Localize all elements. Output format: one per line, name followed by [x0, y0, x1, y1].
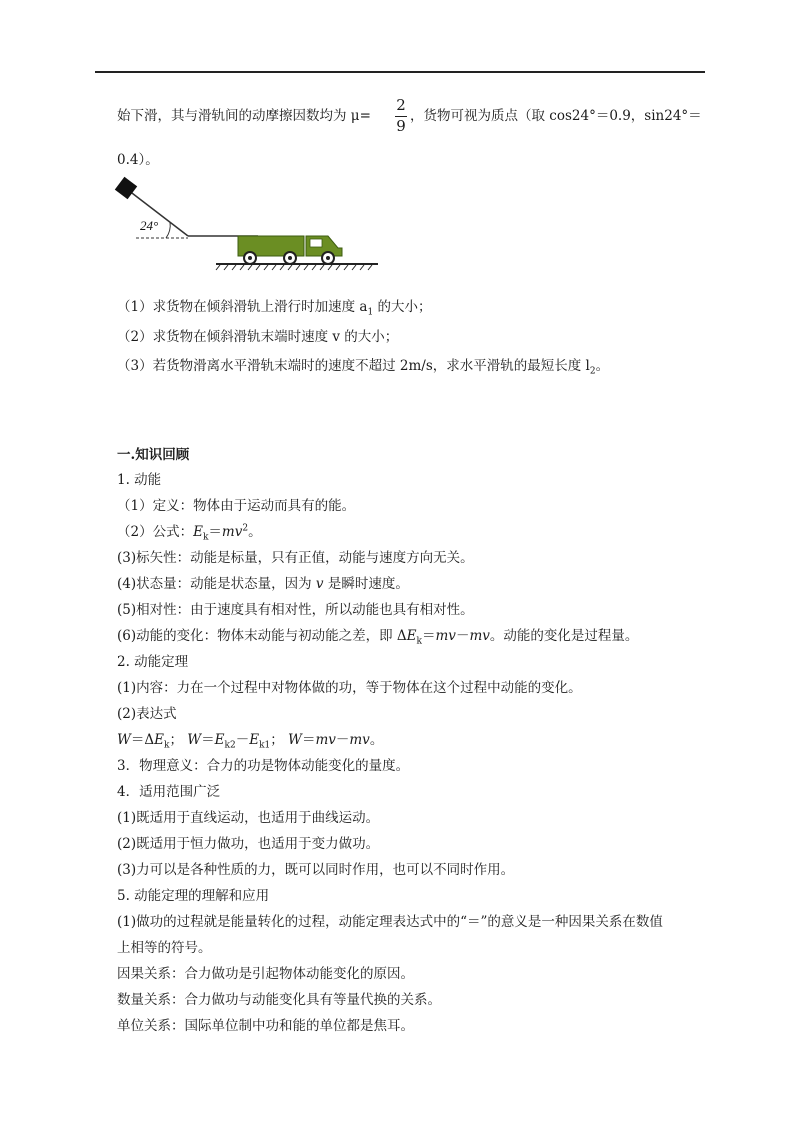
problem-line-2: 0.4）。 [117, 152, 159, 168]
understanding-1a: (1)做功的过程就是能量转化的过程，动能定理表达式中的“＝”的意义是一种因果关系在数值 [117, 914, 663, 930]
scope-3: (3)力可以是各种性质的力，既可以同时作用，也可以不同时作用。 [117, 862, 515, 878]
problem-line-1 [117, 106, 371, 126]
understanding-1b: 上相等的符号。 [117, 940, 212, 956]
theorem-content: (1)内容：力在一个过程中对物体做的功，等于物体在这个过程中动能的变化。 [117, 680, 582, 696]
truck-window [310, 239, 322, 247]
ground-hatching [216, 265, 372, 270]
unit-relation: 单位关系：国际单位制中功和能的单位都是焦耳。 [117, 1018, 414, 1034]
kinetic-energy-change: (6)动能的变化：物体末动能与初动能之差，即 $\Delta E_k=mv-mv$。动能的变化是过程量。 [117, 628, 639, 647]
cargo-box [115, 177, 137, 199]
truck-wheel-hub [326, 256, 330, 260]
header-rule [95, 71, 705, 73]
section-1-title: 1. 动能 [117, 472, 162, 488]
scope-2: (2)既适用于恒力做功，也适用于变力做功。 [117, 836, 380, 852]
state-quantity: (4)状态量：动能是状态量，因为 v 是瞬时速度。 [117, 576, 409, 592]
kinetic-energy-formula: （2）公式：$E_k=mv^2$。 [117, 523, 262, 543]
angle-label: 24° [140, 218, 159, 233]
truck-wheel-hub [248, 256, 252, 260]
section-4-title: 4．适用范围广泛 [117, 784, 221, 800]
angle-arc [166, 222, 170, 238]
section-5-title: 5. 动能定理的理解和应用 [117, 888, 270, 904]
mu-denominator: 9 [396, 117, 406, 135]
expression-title: (2)表达式 [117, 706, 177, 722]
slide-truck-figure [108, 176, 388, 274]
theorem-formulas: $W=\Delta E_k$； $W=E_{k2}-E_{k1}$； W＝mv－mv。 [117, 732, 384, 751]
relativity: (5)相对性：由于速度具有相对性，所以动能也具有相对性。 [117, 602, 474, 618]
mu-numerator: 2 [396, 96, 406, 114]
question-2: （2）求货物在倾斜滑轨末端时速度 v 的大小； [117, 329, 399, 345]
section-3-title: 3．物理意义：合力的功是物体动能变化的量度。 [117, 758, 410, 774]
question-1: （1）求货物在倾斜滑轨上滑行时加速度 $a_1$ 的大小； [117, 299, 432, 318]
question-3: （3）若货物滑离水平滑轨末端时的速度不超过 2m/s，求水平滑轨的最短长度 $l_2$。 [117, 358, 610, 377]
quantity-relation: 数量关系：合力做功与动能变化具有等量代换的关系。 [117, 992, 441, 1008]
section-2-title: 2. 动能定理 [117, 654, 189, 670]
problem-line-1-cont: ，货物可视为质点（取 cos24°＝0.9，sin24°＝ [410, 108, 702, 124]
causal-relation: 因果关系：合力做功是引起物体动能变化的原因。 [117, 966, 414, 982]
kinetic-energy-definition: （1）定义：物体由于运动而具有的能。 [117, 498, 356, 514]
section-heading: 一.知识回顾 [117, 447, 190, 463]
problem-text: 始下滑，其与滑轨间的动摩擦因数均为 μ= [117, 108, 371, 124]
scalar-property: (3)标矢性：动能是标量，只有正值，动能与速度方向无关。 [117, 550, 474, 566]
scope-1: (1)既适用于直线运动，也适用于曲线运动。 [117, 810, 380, 826]
truck-wheel-hub [288, 256, 292, 260]
